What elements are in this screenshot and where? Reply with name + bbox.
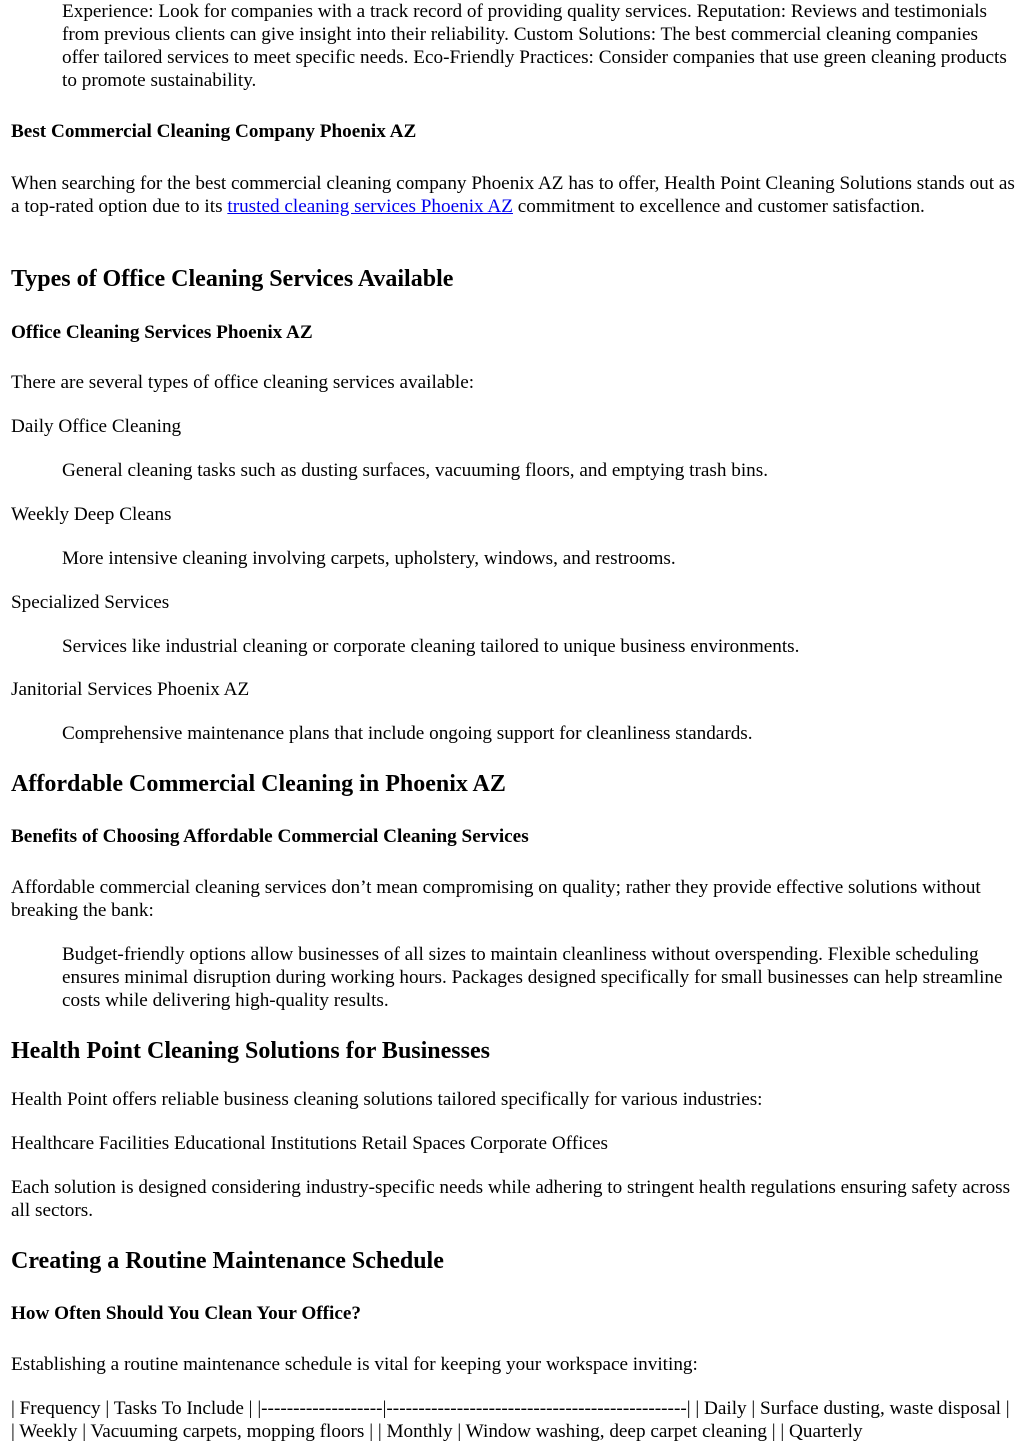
routine-section-heading: Creating a Routine Maintenance Schedule: [11, 1248, 444, 1274]
types-subheading: Office Cleaning Services Phoenix AZ: [11, 322, 313, 343]
health-point-intro: Health Point offers reliable business cleaning solutions tailored specifically for various industries:: [11, 1089, 763, 1110]
service-term-weekly: Weekly Deep Cleans: [11, 504, 172, 525]
service-term-specialized: Specialized Services: [11, 592, 170, 613]
schedule-table-text: | Frequency | Tasks To Include | |-------------------|-----------------------------------------------| | Daily | Surface dusting, waste disposal | | Weekly | Vacuuming carpets, mopping floors | | Monthly | Window washing, deep carpet cleaning | | Quarterly: [11, 1398, 1010, 1442]
health-point-section-heading: Health Point Cleaning Solutions for Businesses: [11, 1038, 490, 1064]
types-section-heading: Types of Office Cleaning Services Available: [11, 266, 454, 292]
intro-paragraph: Experience: Look for companies with a track record of providing quality services. Reputation: Reviews and testimonials from previous clients can give insight into their reliability. Custom Solutions: The best commercial cleaning companies offer tailored services to meet specific needs. Eco-Friendly Practices: Consider companies that use green cleaning products to promote sustainability.: [62, 1, 1007, 91]
service-term-daily: Daily Office Cleaning: [11, 416, 182, 437]
service-description-daily: General cleaning tasks such as dusting surfaces, vacuuming floors, and emptying trash bins.: [62, 460, 769, 481]
trusted-cleaning-link[interactable]: trusted cleaning services Phoenix AZ: [227, 196, 513, 217]
industries-list: Healthcare Facilities Educational Institutions Retail Spaces Corporate Offices: [11, 1133, 608, 1154]
affordable-section-heading: Affordable Commercial Cleaning in Phoenix AZ: [11, 771, 506, 797]
routine-subheading: How Often Should You Clean Your Office?: [11, 1303, 362, 1324]
affordable-intro: Affordable commercial cleaning services don’t mean compromising on quality; rather they provide effective solutions without breaking the bank:: [11, 877, 981, 921]
health-point-closing: Each solution is designed considering industry-specific needs while adhering to stringent health regulations ensuring safety across all sectors.: [11, 1177, 1011, 1221]
best-company-paragraph: [11, 172, 1016, 218]
best-company-heading: Best Commercial Cleaning Company Phoenix AZ: [11, 121, 417, 142]
service-description-weekly: More intensive cleaning involving carpets, upholstery, windows, and restrooms.: [62, 548, 676, 569]
service-term-janitorial: Janitorial Services Phoenix AZ: [11, 679, 250, 700]
best-company-text-start: When searching for the best commercial cleaning company Phoenix AZ has to offer, Health Point Cleaning Solutions stands out as a top-rated option due to its: [11, 173, 1015, 217]
types-intro: There are several types of office cleaning services available:: [11, 372, 475, 393]
affordable-benefits-quote: Budget-friendly options allow businesses of all sizes to maintain cleanliness without overspending. Flexible scheduling ensures minimal disruption during working hours. Packages designed specifically for small businesses can help streamline costs while delivering high-quality results.: [62, 944, 1003, 1011]
best-company-text-end: commitment to excellence and customer satisfaction.: [512, 196, 925, 217]
service-description-specialized: Services like industrial cleaning or corporate cleaning tailored to unique business environments.: [62, 636, 800, 657]
affordable-subheading: Benefits of Choosing Affordable Commercial Cleaning Services: [11, 826, 529, 847]
service-description-janitorial: Comprehensive maintenance plans that include ongoing support for cleanliness standards.: [62, 723, 753, 744]
routine-intro: Establishing a routine maintenance schedule is vital for keeping your workspace inviting:: [11, 1354, 698, 1375]
